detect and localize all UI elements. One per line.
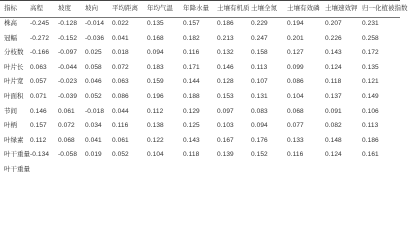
table-row: [0, 148, 400, 163]
table-cell: 0.022: [112, 20, 129, 28]
table-cell: 0.104: [287, 93, 304, 101]
table-row: [0, 119, 400, 134]
table-cell: 0.052: [112, 151, 129, 159]
table-cell: 0.171: [183, 63, 200, 71]
table-cell: 0.118: [325, 78, 342, 86]
table-cell: [251, 163, 287, 178]
table-cell: 0.168: [147, 34, 164, 42]
table-cell: -0.014: [85, 20, 105, 28]
table-cell: 0.058: [85, 63, 102, 71]
table-cell: 0.094: [147, 49, 164, 57]
table-cell: 0.052: [85, 93, 102, 101]
table-cell: [183, 163, 217, 178]
table-body: [0, 17, 400, 178]
table-cell: -0.018: [85, 107, 105, 115]
row-label: 株高: [4, 20, 17, 28]
table-cell: 0.161: [362, 151, 379, 159]
correlation-table: [0, 1, 408, 178]
table-row: [0, 105, 400, 120]
table-cell: 0.072: [58, 122, 75, 130]
table-cell: 0.041: [112, 34, 129, 42]
column-header: 土壤有效磷: [287, 4, 320, 12]
table-cell: 0.071: [30, 93, 47, 101]
table-cell: 0.159: [147, 78, 164, 86]
column-header: 归一化植被指数: [362, 4, 408, 12]
table-row: [0, 75, 400, 90]
table-cell: 0.146: [30, 107, 47, 115]
table-cell: -0.036: [85, 34, 105, 42]
table-cell: -0.245: [30, 20, 50, 28]
table-cell: 0.125: [183, 122, 200, 130]
table-cell: [325, 163, 362, 178]
header-row: [0, 1, 400, 17]
column-header: 年均气温: [147, 4, 173, 12]
table-cell: 0.063: [30, 63, 47, 71]
column-header: 年降水量: [183, 4, 209, 12]
row-label: 叶面积: [4, 93, 24, 101]
table-cell: 0.103: [217, 122, 234, 130]
table-cell: 0.167: [217, 136, 234, 144]
table-cell: 0.148: [325, 136, 342, 144]
table-cell: 0.082: [325, 122, 342, 130]
row-label: 叶片宽: [4, 78, 24, 86]
table-row: [0, 46, 400, 61]
table-cell: 0.157: [183, 20, 200, 28]
table-cell: 0.121: [362, 78, 379, 86]
row-label: 叶干重量: [4, 165, 30, 173]
column-header: 坡度: [58, 4, 71, 12]
table-cell: 0.149: [362, 93, 379, 101]
table-cell: 0.135: [147, 20, 164, 28]
table-cell: 0.063: [112, 78, 129, 86]
table-cell: 0.132: [217, 49, 234, 57]
table-cell: 0.077: [287, 122, 304, 130]
table-row: [0, 90, 400, 105]
row-label: 分枝数: [4, 49, 24, 57]
table-row: [0, 32, 400, 47]
table-cell: 0.143: [325, 49, 342, 57]
table-cell: -0.044: [58, 63, 78, 71]
table-cell: 0.231: [362, 20, 379, 28]
table-cell: [85, 163, 112, 178]
table-cell: 0.122: [147, 136, 164, 144]
table-cell: 0.144: [183, 78, 200, 86]
table-cell: -0.272: [30, 34, 50, 42]
table-cell: 0.034: [85, 122, 102, 130]
table-cell: -0.134: [30, 151, 50, 159]
table-cell: 0.018: [112, 49, 129, 57]
table-cell: 0.113: [362, 122, 379, 130]
table-cell: 0.133: [287, 136, 304, 144]
column-header: 坡向: [85, 4, 98, 12]
table-cell: 0.172: [362, 49, 379, 57]
table-cell: -0.128: [58, 20, 78, 28]
table-cell: 0.137: [325, 93, 342, 101]
table-cell: 0.097: [217, 107, 234, 115]
table-cell: 0.186: [217, 20, 234, 28]
table-cell: 0.112: [147, 107, 164, 115]
table-cell: [58, 163, 85, 178]
table-cell: 0.182: [183, 34, 200, 42]
table-cell: 0.019: [85, 151, 102, 159]
table-cell: [30, 163, 58, 178]
table-cell: 0.083: [251, 107, 268, 115]
table-cell: 0.196: [147, 93, 164, 101]
table-cell: 0.068: [287, 107, 304, 115]
row-label: 节间: [4, 107, 17, 115]
table-cell: 0.158: [251, 49, 268, 57]
table-cell: 0.258: [362, 34, 379, 42]
table-cell: [217, 163, 251, 178]
column-header: 土壤有机质: [217, 4, 250, 12]
table-cell: 0.128: [217, 78, 234, 86]
table-cell: 0.194: [287, 20, 304, 28]
table-cell: 0.127: [287, 49, 304, 57]
row-label: 叶干重量: [4, 151, 30, 159]
table-cell: 0.025: [85, 49, 102, 57]
table-cell: 0.124: [325, 63, 342, 71]
table-row: [0, 17, 400, 32]
table-cell: 0.041: [85, 136, 102, 144]
column-header: 平均距离: [112, 4, 138, 12]
table-cell: -0.097: [58, 49, 78, 57]
table-cell: 0.057: [30, 78, 47, 86]
table-cell: 0.061: [58, 107, 75, 115]
table-cell: 0.152: [251, 151, 268, 159]
table-cell: 0.116: [112, 122, 129, 130]
table-cell: [147, 163, 183, 178]
table-cell: 0.153: [217, 93, 234, 101]
table-cell: 0.186: [362, 136, 379, 144]
table-cell: 0.106: [362, 107, 379, 115]
column-header: 土壤全氮: [251, 4, 277, 12]
table-cell: 0.138: [147, 122, 164, 130]
table-cell: [287, 163, 325, 178]
table-cell: 0.226: [325, 34, 342, 42]
table-cell: 0.213: [217, 34, 234, 42]
table-cell: 0.229: [251, 20, 268, 28]
table-cell: 0.129: [183, 107, 200, 115]
row-label: 叶片长: [4, 63, 24, 71]
table-cell: 0.118: [183, 151, 200, 159]
table-cell: 0.107: [251, 78, 268, 86]
table-cell: 0.099: [287, 63, 304, 71]
table-cell: -0.023: [58, 78, 78, 86]
table-cell: 0.131: [251, 93, 268, 101]
table-cell: 0.091: [325, 107, 342, 115]
table-cell: 0.116: [183, 49, 200, 57]
table-cell: -0.152: [58, 34, 78, 42]
table-cell: [362, 163, 400, 178]
row-label: 冠幅: [4, 34, 17, 42]
table-cell: 0.116: [287, 151, 304, 159]
table-row: [0, 61, 400, 76]
table-cell: 0.112: [30, 136, 47, 144]
table-cell: 0.143: [183, 136, 200, 144]
table-cell: 0.188: [183, 93, 200, 101]
table-header: [0, 1, 408, 17]
table-cell: 0.068: [58, 136, 75, 144]
table-cell: 0.113: [251, 63, 268, 71]
table-cell: -0.039: [58, 93, 78, 101]
column-header: 高程: [30, 4, 43, 12]
table-cell: 0.139: [217, 151, 234, 159]
table-cell: 0.072: [112, 63, 129, 71]
table-cell: 0.183: [147, 63, 164, 71]
table-cell: 0.146: [217, 63, 234, 71]
table-cell: 0.157: [30, 122, 47, 130]
table-cell: 0.086: [287, 78, 304, 86]
table-cell: 0.061: [112, 136, 129, 144]
table-row: [0, 163, 400, 178]
table-cell: -0.166: [30, 49, 50, 57]
row-label: 叶绿素: [4, 136, 24, 144]
header-corner-cell: 指标: [4, 4, 17, 12]
table-cell: 0.104: [147, 151, 164, 159]
table-cell: 0.086: [112, 93, 129, 101]
table-row: [0, 134, 400, 149]
table-cell: 0.135: [362, 63, 379, 71]
table-cell: 0.124: [325, 151, 342, 159]
table-cell: -0.058: [58, 151, 78, 159]
table-cell: 0.176: [251, 136, 268, 144]
table-cell: 0.201: [287, 34, 304, 42]
table-cell: 0.094: [251, 122, 268, 130]
table-cell: 0.046: [85, 78, 102, 86]
table-cell: [112, 163, 147, 178]
table-cell: 0.247: [251, 34, 268, 42]
row-label: 叶柄: [4, 122, 17, 130]
column-header: 土壤速效钾: [325, 4, 358, 12]
table-cell: 0.044: [112, 107, 129, 115]
table-cell: 0.207: [325, 20, 342, 28]
